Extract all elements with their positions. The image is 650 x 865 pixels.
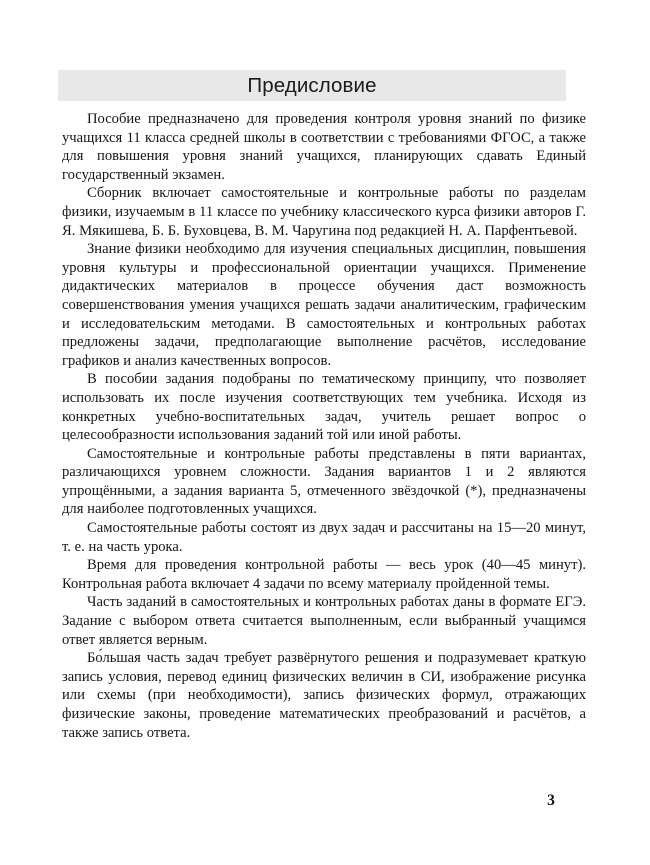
paragraph: Самостоятельные работы состоят из двух задач и рассчитаны на 15—20 минут, т. е. на часть урока. (62, 520, 586, 555)
paragraph: В пособии задания подобраны по тематическому принципу, что позволяет использовать их после изучения соответствующих тем учебника. Исходя из конкретных учебно-воспитательных задач, учитель решает вопрос о целесообразности использования заданий той или иной работы. (62, 371, 586, 444)
paragraph: Часть заданий в самостоятельных и контрольных работах даны в формате ЕГЭ. Задание с выбором ответа считается выполненным, если выбранный учащимся ответ является верным. (62, 594, 586, 648)
paragraph: Знание физики необходимо для изучения специальных дисциплин, повышения уровня культуры и профессиональной ориентации учащихся. Применение дидактических материалов в процессе обучения даст возможность совершенствования умения учащихся решать задачи аналитическим, графическим и исследовательским методами. В самостоятельных и контрольных работах предложены задачи, предполагающие выполнение расчётов, исследование графиков и анализ качественных вопросов. (62, 241, 586, 369)
paragraph: Время для проведения контрольной работы — весь урок (40—45 минут). Контрольная работа включает 4 задачи по всему материалу пройденной темы. (62, 557, 586, 592)
section-heading-band (58, 70, 566, 101)
paragraph: Сборник включает самостоятельные и контрольные работы по разделам физики, изучаемым в 11 классе по учебнику классического курса физики авторов Г. Я. Мякишева, Б. Б. Буховцева, В. М. Чаругина под редакцией Н. А. Парфентьевой. (62, 185, 586, 239)
body-text-column (62, 110, 586, 742)
paragraph: Пособие предназначено для проведения контроля уровня знаний по физике учащихся 11 класса средней школы в соответствии с требованиями ФГОС, а также для повышения уровня знаний учащихся, планирующих сдавать Единый государственный экзамен. (62, 111, 586, 183)
paragraph: Самостоятельные и контрольные работы представлены в пяти вариантах, различающихся уровнем сложности. Задания вариантов 1 и 2 являются упрощёнными, а задания варианта 5, отмеченного звёздочкой (*), предназначены для наиболее подготовленных учащихся. (62, 445, 586, 518)
paragraph: Бо́льшая часть задач требует развёрнутого решения и подразумевает краткую запись условия, перевод единиц физических величин в СИ, изображение рисунка или схемы (при необходимости), запись физических формул, отражающих физические законы, проведение математических преобразований и расчётов, а также запись ответа. (62, 650, 586, 741)
page-title: Предисловие (247, 74, 377, 97)
page-number: 3 (547, 792, 555, 809)
